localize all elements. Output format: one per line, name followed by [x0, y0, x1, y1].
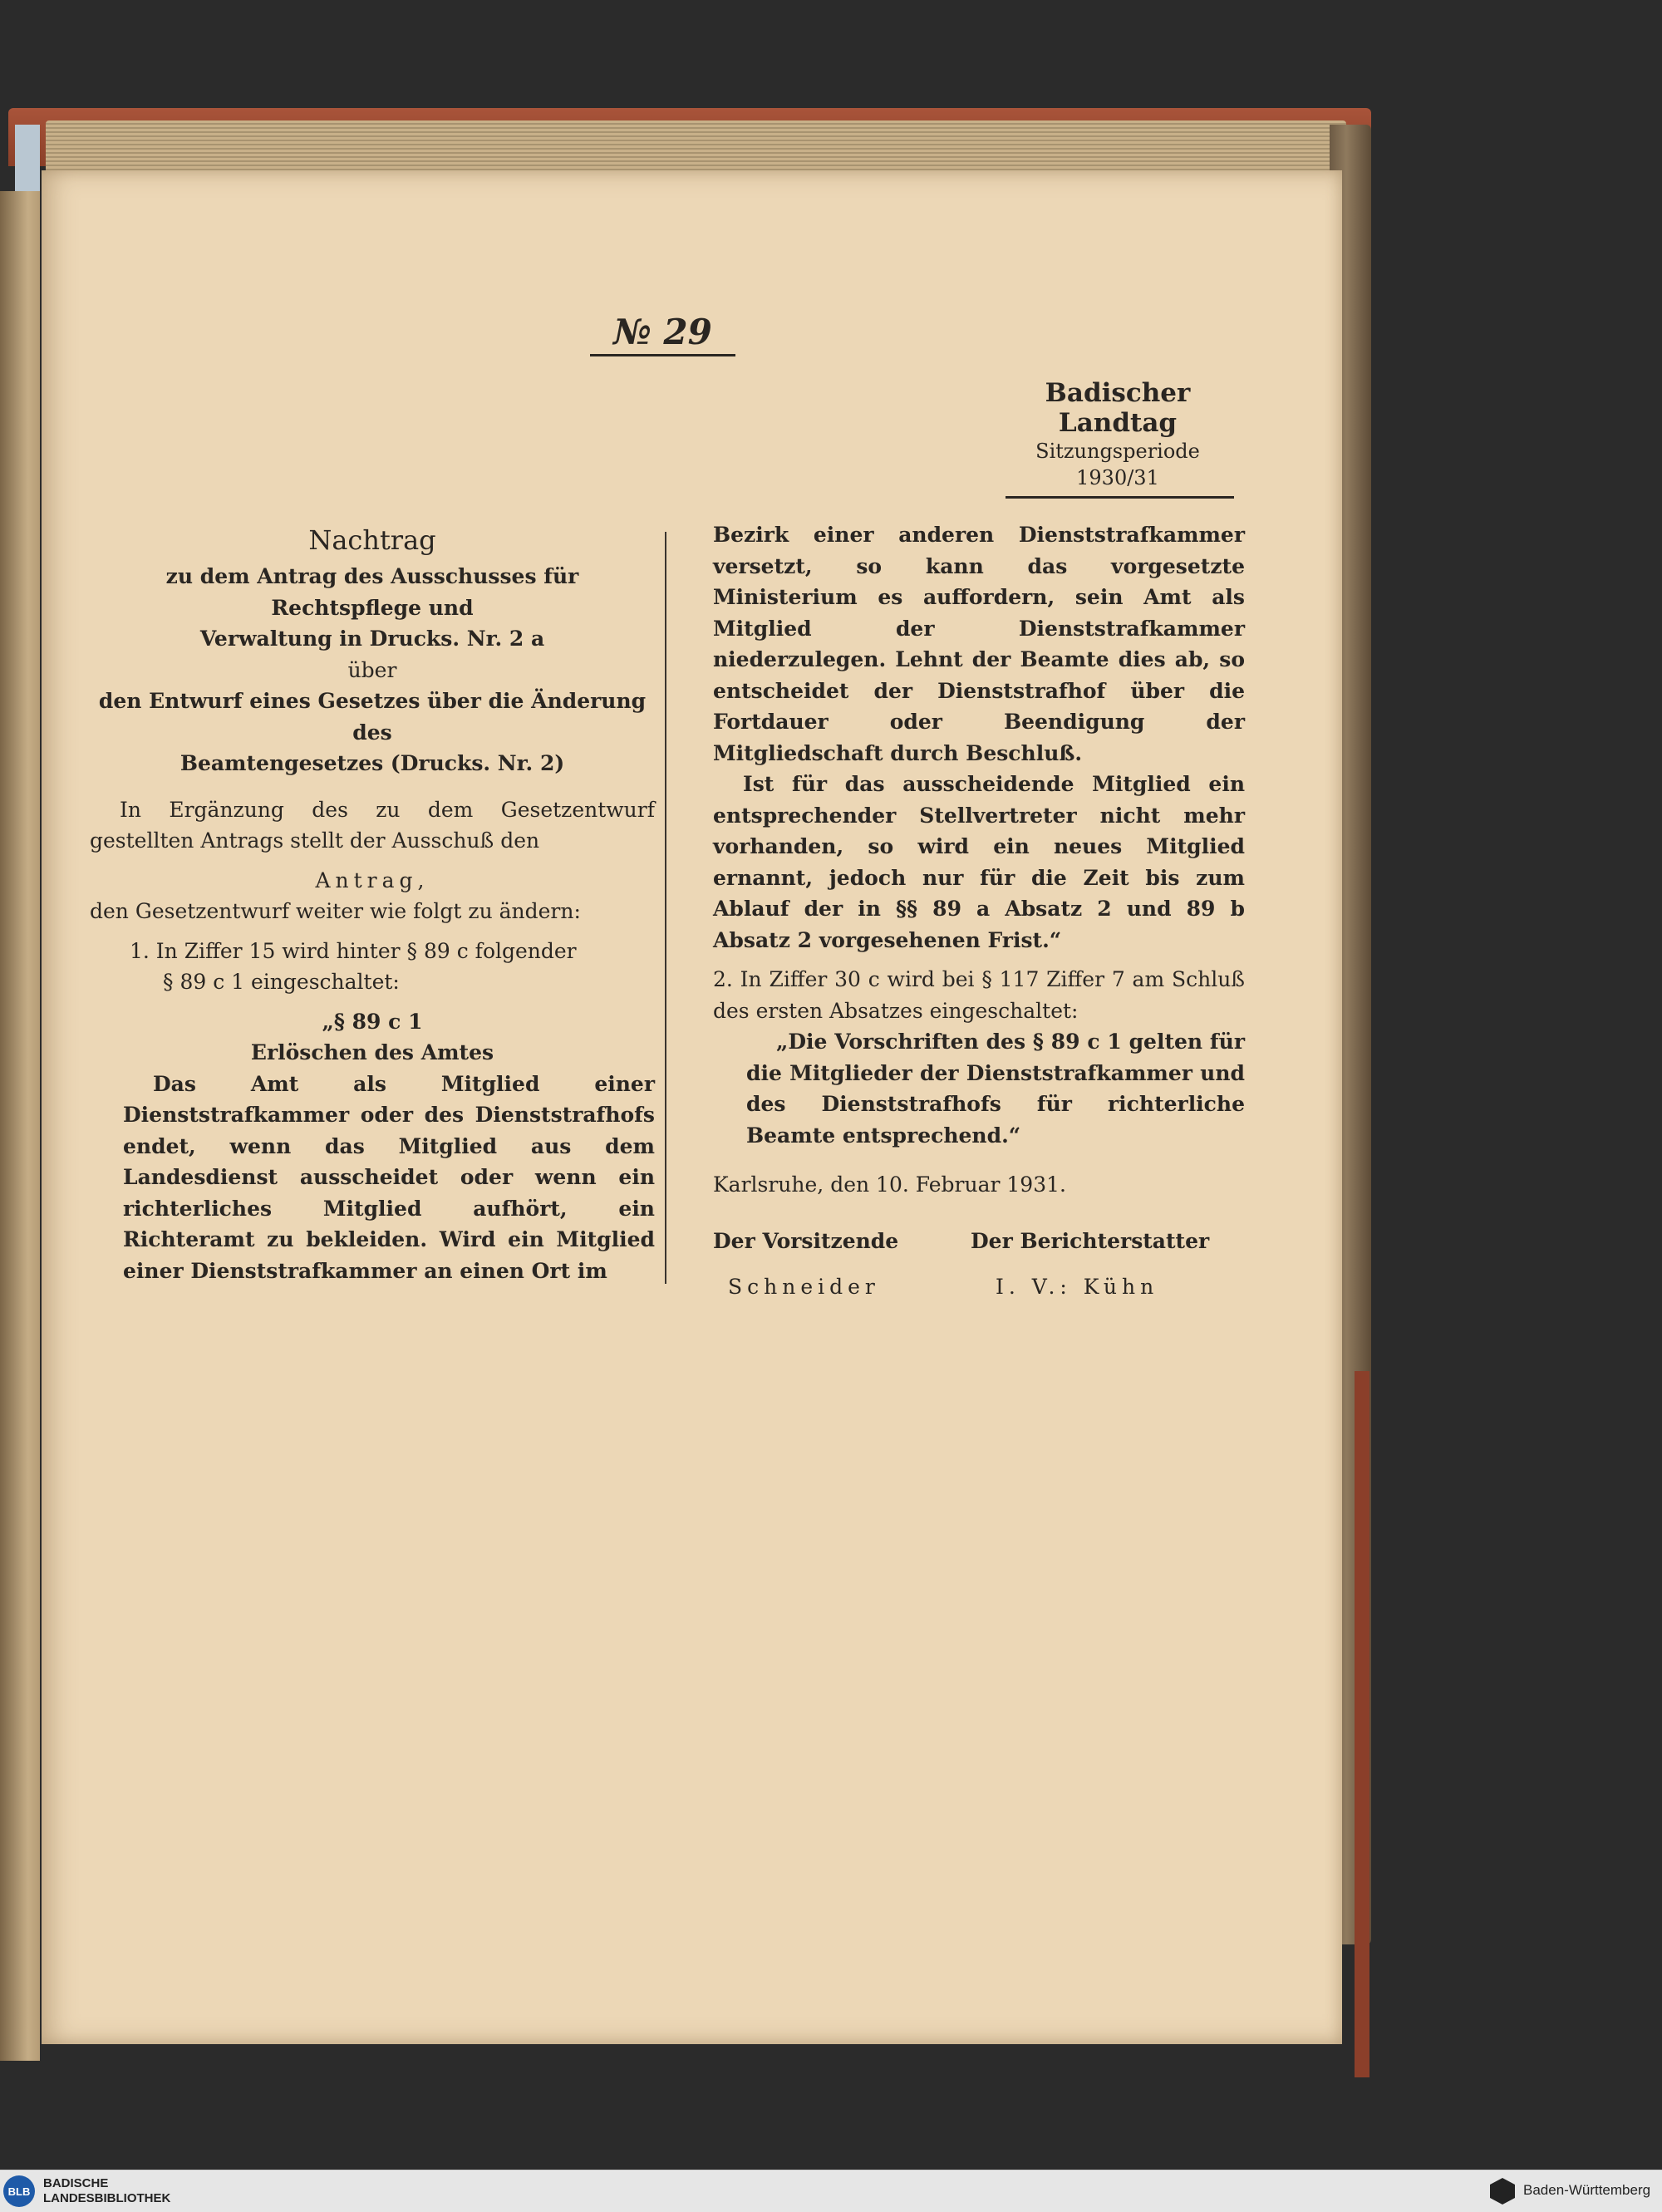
subtitle-line-2: Verwaltung in Drucks. Nr. 2 a	[199, 627, 545, 651]
subtitle-line-3: über	[347, 657, 397, 682]
bw-name[interactable]: Baden-Württemberg	[1523, 2182, 1651, 2198]
intro-paragraph: In Ergänzung des zu dem Gesetzentwurf gestellten Antrags stellt der Ausschuß den	[90, 797, 655, 853]
signature-right	[971, 1226, 1220, 1303]
gazette-title: Badischer Landtag	[1045, 378, 1191, 438]
coat-of-arms-icon	[1490, 2178, 1515, 2205]
antrag-heading: Antrag,	[315, 868, 430, 892]
place-date: Karlsruhe, den 10. Februar 1931.	[713, 1172, 1066, 1197]
footer-bar	[0, 2170, 1662, 2212]
subtitle-line-4: den Entwurf eines Gesetzes über die Änderung des	[98, 689, 647, 745]
item-1-continuation: § 89 c 1 eingeschaltet:	[163, 970, 400, 994]
continuation-paragraph-2: Ist für das ausscheidende Mitglied ein entsprechender Stellvertreter nicht mehr vorhanden, so wird ein neues Mitglied ernannt, jedoch nur für die Zeit bis zum Ablauf der in §§ 89 a Absatz 2 und 89 b Absatz 2 vorgesehenen Frist.“	[713, 772, 1245, 952]
left-page-edge	[0, 191, 40, 2061]
gazette-rule	[1006, 496, 1234, 499]
subtitle-line-1: zu dem Antrag des Ausschusses für Rechtspflege und	[165, 564, 579, 620]
signature-left-name: Schneider	[728, 1275, 880, 1299]
document-number: № 29	[590, 312, 735, 356]
blb-name-line-2: LANDESBIBLIOTHEK	[43, 2191, 171, 2205]
signatures	[713, 1226, 1245, 1303]
right-column	[713, 519, 1245, 1303]
signature-right-name: I. V.: Kühn	[996, 1275, 1159, 1299]
continuation-paragraph-1: Bezirk einer anderen Dienststrafkammer versetzt, so kann das vorgesetzte Ministerium es auffordern, sein Amt als Mitglied der Dienststrafkammer niederzulegen. Lehnt der Beamte dies ab, so entscheidet der Dienststrafhof über die Fortdauer oder Beendigung der Mitgliedschaft durch Beschluß.	[713, 523, 1245, 765]
binding-red-edge	[1355, 1371, 1369, 2077]
subtitle-line-5: Beamtengesetzes (Drucks. Nr. 2)	[179, 751, 565, 775]
blb-name[interactable]	[43, 2176, 170, 2206]
item-2: 2. In Ziffer 30 c wird bei § 117 Ziffer 7 am Schluß des ersten Absatzes eingeschaltet:	[713, 967, 1245, 1023]
column-divider	[665, 532, 666, 1284]
page-stack-edge	[46, 120, 1346, 175]
left-column	[90, 519, 655, 1286]
gazette-years: 1930/31	[1076, 466, 1159, 489]
item-2-quote: „Die Vorschriften des § 89 c 1 gelten für die Mitglieder der Dienststrafkammer und des Dienststrafhofs für richterliche Beamte entsprechend.“	[746, 1030, 1245, 1148]
blb-logo-icon[interactable]: BLB	[3, 2175, 35, 2207]
section-title: Nachtrag	[308, 524, 436, 556]
gazette-block	[993, 378, 1242, 499]
signature-left	[713, 1226, 962, 1303]
paragraph-body: Das Amt als Mitglied einer Dienststrafkammer oder des Dienststrafhofs endet, wenn das Mitglied aus dem Landesdienst ausscheidet oder wenn ein richterliches Mitglied aufhört, ein Richteramt zu bekleiden. Wird ein Mitglied einer Dienststrafkammer an einen Ort im	[123, 1071, 655, 1283]
signature-left-title: Der Vorsitzende	[713, 1228, 899, 1253]
bookmark-ribbon	[15, 125, 40, 191]
signature-right-title: Der Berichterstatter	[971, 1228, 1210, 1253]
paragraph-heading: „§ 89 c 1	[322, 1009, 423, 1034]
gazette-session: Sitzungsperiode	[1035, 440, 1200, 463]
antrag-line: den Gesetzentwurf weiter wie folgt zu ändern:	[90, 899, 581, 923]
blb-name-line-1: BADISCHE	[43, 2176, 109, 2190]
item-1-lead: 1. In Ziffer 15 wird hinter § 89 c folgender	[130, 938, 577, 963]
paragraph-subheading: Erlöschen des Amtes	[250, 1040, 494, 1064]
